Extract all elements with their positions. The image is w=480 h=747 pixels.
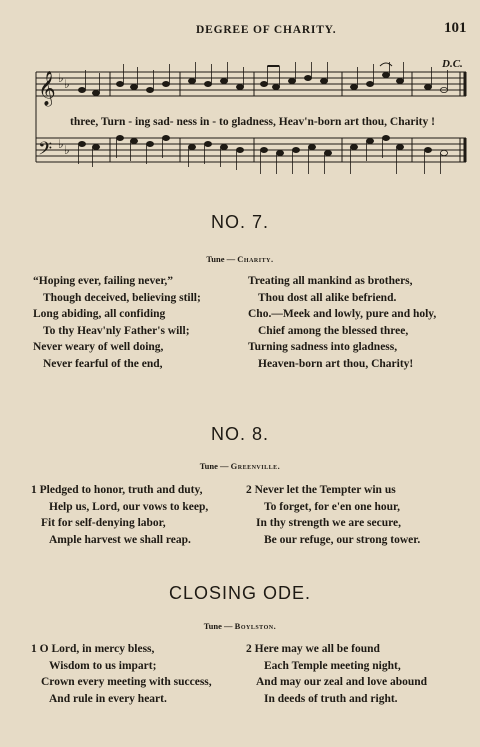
tune-name: Greenville.: [230, 461, 281, 471]
verse-line: Each Temple meeting night,: [264, 659, 401, 672]
verse-line: Crown every meeting with success,: [41, 676, 212, 689]
closing-ode-tune: [0, 621, 480, 631]
verse-line: “Hoping ever, failing never,”: [33, 275, 174, 287]
running-head: DEGREE OF CHARITY.: [196, 24, 337, 36]
dc-mark: D.C.: [442, 58, 463, 70]
verse-line: Wisdom to us impart;: [49, 659, 157, 672]
page-number: 101: [444, 20, 467, 36]
hymn-7-verse-right: [248, 273, 436, 373]
verse-line: Chief among the blessed three,: [258, 324, 409, 337]
tune-name: Boylston.: [234, 621, 277, 631]
verse-line: Never weary of well doing,: [33, 341, 164, 354]
treble-clef-icon: 𝄞: [38, 71, 56, 106]
treble-staff: [36, 72, 466, 96]
verse-line: Thou dost all alike befriend.: [258, 291, 397, 304]
verse-line: Fit for self-denying labor,: [41, 517, 166, 530]
fermata-icon: [380, 63, 392, 66]
closing-ode-verse-right: [246, 641, 427, 707]
verse-line: Though deceived, believing still;: [43, 291, 201, 304]
svg-text:♭: ♭: [58, 137, 64, 151]
hymn-7-title: NO. 7.: [210, 212, 269, 232]
verse-line: 1 O Lord, in mercy bless,: [31, 643, 155, 655]
score-lyric: three, Turn - ing sad- ness in - to gladness, Heav'n-born art thou, Charity !: [70, 116, 435, 128]
tune-prefix: Tune —: [206, 254, 238, 264]
verse-line: Long abiding, all confiding: [33, 308, 166, 321]
hymn-8-title: NO. 8.: [210, 424, 269, 444]
hymn-8-verse-right: [246, 482, 420, 548]
svg-text:♭: ♭: [58, 71, 64, 85]
verse-line: Turning sadness into gladness,: [248, 341, 398, 354]
verse-line: To thy Heav'nly Father's will;: [43, 324, 190, 337]
bass-clef-icon: 𝄢: [38, 139, 53, 164]
tune-name: Charity.: [237, 254, 274, 264]
verse-line: In thy strength we are secure,: [256, 517, 402, 530]
verse-line: And rule in every heart.: [49, 692, 167, 705]
treble-notes: [78, 62, 447, 96]
svg-text:♭: ♭: [64, 143, 70, 157]
hymn-8-tune: [0, 461, 480, 471]
verse-line: And may our zeal and love abound: [256, 676, 428, 689]
closing-ode-title: CLOSING ODE.: [168, 583, 312, 603]
tune-prefix: Tune —: [203, 621, 235, 631]
verse-line: In deeds of truth and right.: [264, 692, 398, 705]
verse-line: Help us, Lord, our vows to keep,: [49, 500, 209, 513]
svg-text:♭: ♭: [64, 77, 70, 91]
chorus-line: Cho.—Meek and lowly, pure and holy,: [248, 308, 437, 321]
verse-line: Never fearful of the end,: [43, 357, 163, 370]
verse-line: Treating all mankind as brothers,: [248, 275, 413, 287]
verse-line: Ample harvest we shall reap.: [49, 533, 191, 546]
bass-staff: [36, 138, 466, 162]
tune-prefix: Tune —: [199, 461, 231, 471]
bass-notes: [78, 135, 447, 174]
verse-line: Be our refuge, our strong tower.: [264, 533, 421, 546]
verse-line: Heaven-born art thou, Charity!: [258, 357, 414, 370]
hymn-7-tune: [0, 254, 480, 264]
verse-line: 1 Pledged to honor, truth and duty,: [31, 484, 203, 496]
hymn-7-verse-left: [33, 273, 201, 373]
closing-ode-verse-left: [31, 641, 212, 707]
verse-line: 2 Here may we all be found: [246, 643, 380, 655]
verse-line: 2 Never let the Tempter win us: [246, 484, 396, 496]
hymn-8-verse-left: [31, 482, 208, 548]
verse-line: To forget, for e'en one hour,: [264, 500, 400, 513]
